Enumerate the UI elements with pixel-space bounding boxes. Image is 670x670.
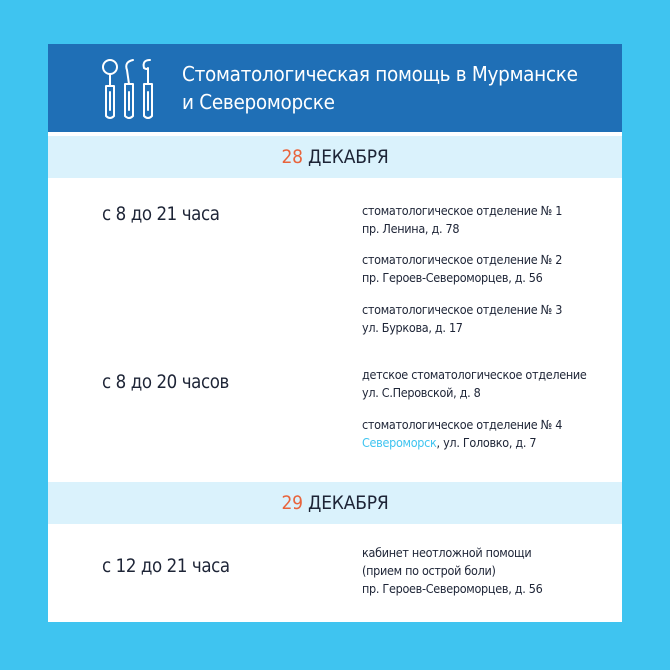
department-address-line — [362, 434, 612, 452]
department-address: пр. Героев-Североморцев, д. 56 — [362, 270, 543, 285]
department-name: детское стоматологическое отделение — [362, 367, 587, 382]
department-entry — [362, 301, 612, 337]
department-address: пр. Героев-Североморцев, д. 56 — [362, 581, 543, 596]
department-address: , ул. Головко, д. 7 — [436, 435, 537, 450]
department-name: стоматологическое отделение № 1 — [362, 203, 563, 218]
department-name: стоматологическое отделение № 3 — [362, 302, 563, 317]
department-entry — [362, 544, 612, 598]
date-month: ДЕКАБРЯ — [308, 492, 389, 514]
department-address: пр. Ленина, д. 78 — [362, 221, 460, 236]
department-name: кабинет неотложной помощи — [362, 545, 532, 560]
page-title — [182, 60, 612, 116]
schedule-card — [48, 44, 622, 622]
department-entry — [362, 251, 612, 287]
department-entry — [362, 202, 612, 238]
department-entry — [362, 416, 612, 452]
dental-tools-icon — [100, 56, 158, 122]
city-name: Североморск — [362, 435, 437, 450]
hours-label: с 8 до 21 часа — [102, 204, 220, 225]
department-address: ул. Буркова, д. 17 — [362, 320, 463, 335]
header-banner — [48, 44, 622, 132]
title-line-2: и Североморске — [182, 90, 335, 114]
title-line-1: Стоматологическая помощь в Мурманске — [182, 62, 578, 86]
date-band-28 — [48, 136, 622, 178]
hours-label: с 12 до 21 часа — [102, 556, 230, 577]
date-month: ДЕКАБРЯ — [308, 146, 389, 168]
department-name: стоматологическое отделение № 4 — [362, 417, 563, 432]
date-day: 29 — [281, 492, 303, 514]
department-entry — [362, 366, 612, 402]
hours-label: с 8 до 20 часов — [102, 372, 229, 393]
date-band-29 — [48, 482, 622, 524]
department-address: ул. С.Перовской, д. 8 — [362, 385, 481, 400]
date-day: 28 — [281, 146, 303, 168]
department-name: стоматологическое отделение № 2 — [362, 252, 563, 267]
department-note: (прием по острой боли) — [362, 563, 496, 578]
